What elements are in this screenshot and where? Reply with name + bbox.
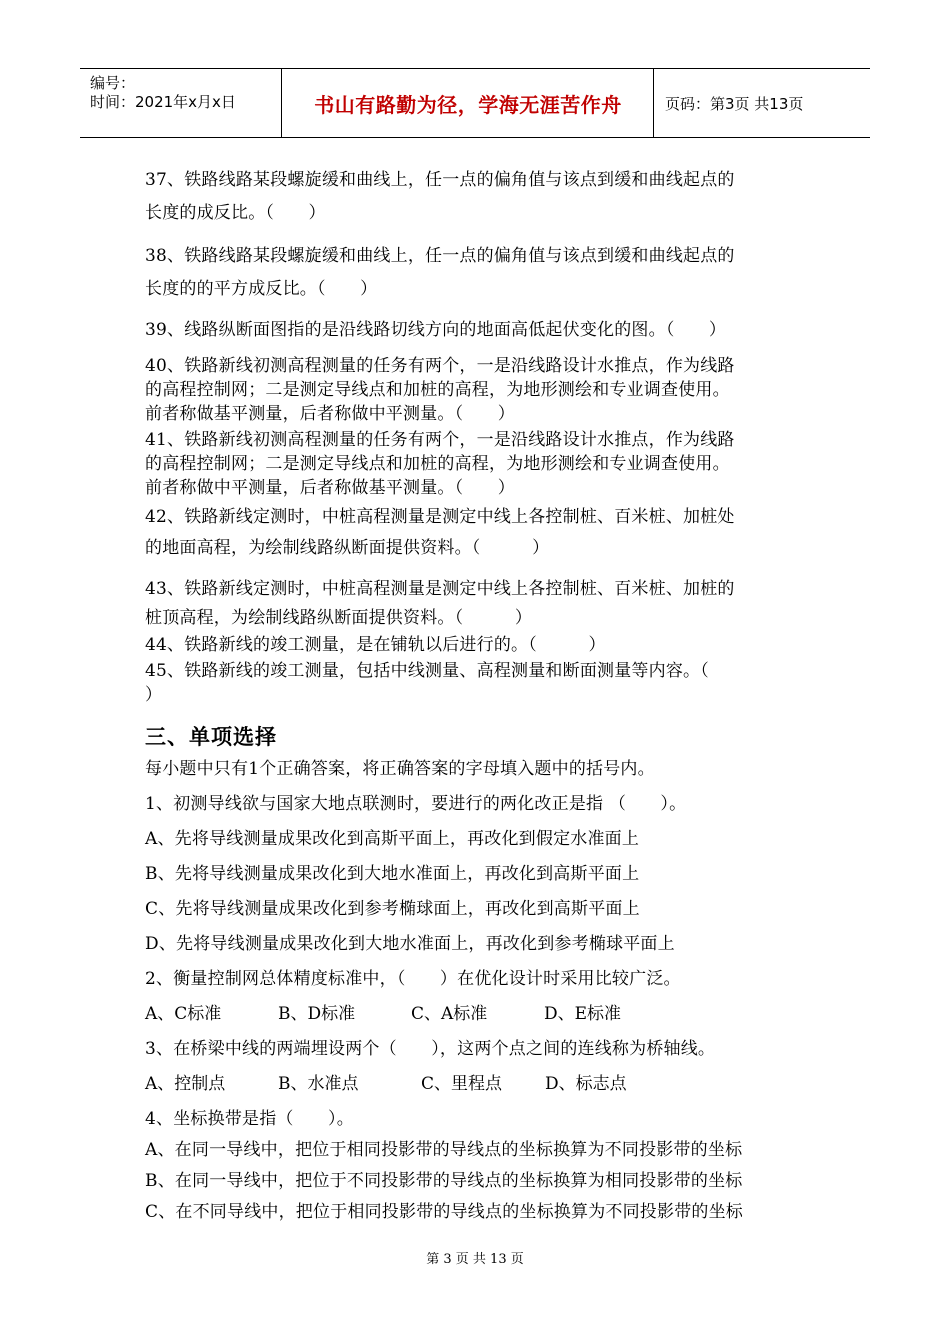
question-42 bbox=[145, 502, 810, 564]
mc-option: D、标志点 bbox=[545, 1074, 627, 1094]
mc-option: A、先将导线测量成果改化到高斯平面上，再改化到假定水准面上 bbox=[145, 829, 640, 849]
mc-option: D、先将导线测量成果改化到大地水准面上，再改化到参考椭球平面上 bbox=[145, 934, 675, 954]
mc-question-4: 4、坐标换带是指（ ）。 bbox=[145, 1109, 354, 1129]
question-line: 的地面高程，为绘制线路纵断面提供资料。（ ） bbox=[145, 538, 550, 558]
section-title: 三、单项选择 bbox=[145, 725, 277, 749]
question-line: 前者称做基平测量，后者称做中平测量。（ ） bbox=[145, 404, 515, 424]
question-line: ） bbox=[145, 685, 163, 705]
document-body bbox=[145, 160, 810, 1231]
question-45 bbox=[145, 659, 810, 707]
mc-question-1: 1、初测导线欲与国家大地点联测时，要进行的两化改正是指 （ ）。 bbox=[145, 794, 687, 814]
question-line: 的高程控制网；二是测定导线点和加桩的高程，为地形测绘和专业调查使用。 bbox=[145, 454, 730, 474]
mc-option: C、里程点 bbox=[421, 1074, 503, 1094]
mc-option: C、在不同导线中，把位于相同投影带的导线点的坐标换算为不同投影带的坐标 bbox=[145, 1202, 744, 1222]
question-37 bbox=[145, 164, 810, 230]
question-line: 前者称做中平测量，后者称做基平测量。（ ） bbox=[145, 478, 515, 498]
mc-option: B、D标准 bbox=[278, 1004, 356, 1024]
question-line: 41、铁路新线初测高程测量的任务有两个，一是沿线路设计水推点，作为线路 bbox=[145, 430, 735, 450]
question-line: 44、铁路新线的竣工测量，是在铺轨以后进行的。（ ） bbox=[145, 635, 606, 655]
header-meta bbox=[80, 69, 282, 137]
mc-options-row bbox=[145, 1072, 810, 1096]
question-line: 长度的成反比。（ ） bbox=[145, 203, 326, 223]
document-date: 时间：2021年x月x日 bbox=[90, 93, 236, 111]
mc-option: C、A标准 bbox=[411, 1004, 488, 1024]
mc-option: B、在同一导线中，把位于不同投影带的导线点的坐标换算为相同投影带的坐标 bbox=[145, 1171, 743, 1191]
mc-option: A、C标准 bbox=[145, 1004, 222, 1024]
mc-option: B、水准点 bbox=[278, 1074, 359, 1094]
question-43 bbox=[145, 574, 810, 631]
question-line: 43、铁路新线定测时，中桩高程测量是测定中线上各控制桩、百米桩、加桩的 bbox=[145, 579, 735, 599]
question-line: 桩顶高程，为绘制线路纵断面提供资料。（ ） bbox=[145, 608, 533, 628]
question-40 bbox=[145, 354, 810, 426]
page-footer: 第 3 页 共 13 页 bbox=[426, 1252, 524, 1267]
question-line: 的高程控制网；二是测定导线点和加桩的高程，为地形测绘和专业调查使用。 bbox=[145, 380, 730, 400]
question-line: 37、铁路线路某段螺旋缓和曲线上，任一点的偏角值与该点到缓和曲线起点的 bbox=[145, 170, 735, 190]
header-motto-cell bbox=[283, 69, 654, 137]
mc-option: A、控制点 bbox=[145, 1074, 226, 1094]
mc-option: D、E标准 bbox=[544, 1004, 622, 1024]
question-44 bbox=[145, 633, 810, 657]
mc-option: C、先将导线测量成果改化到参考椭球面上，再改化到高斯平面上 bbox=[145, 899, 640, 919]
question-line: 42、铁路新线定测时，中桩高程测量是测定中线上各控制桩、百米桩、加桩处 bbox=[145, 507, 735, 527]
question-38 bbox=[145, 240, 810, 306]
header-page-info: 页码：第3页 共13页 bbox=[665, 94, 804, 113]
header-motto: 书山有路勤为径，学海无涯苦作舟 bbox=[314, 92, 622, 117]
section-instruction: 每小题中只有1个正确答案，将正确答案的字母填入题中的括号内。 bbox=[145, 759, 655, 779]
question-41 bbox=[145, 428, 810, 500]
page-header bbox=[80, 68, 870, 138]
question-39 bbox=[145, 316, 810, 344]
mc-question-2: 2、衡量控制网总体精度标准中，（ ）在优化设计时采用比较广泛。 bbox=[145, 969, 681, 989]
question-line: 40、铁路新线初测高程测量的任务有两个，一是沿线路设计水推点，作为线路 bbox=[145, 356, 735, 376]
question-line: 38、铁路线路某段螺旋缓和曲线上，任一点的偏角值与该点到缓和曲线起点的 bbox=[145, 246, 735, 266]
mc-option: A、在同一导线中，把位于相同投影带的导线点的坐标换算为不同投影带的坐标 bbox=[145, 1140, 743, 1160]
mc-question-3: 3、在桥梁中线的两端埋设两个（ ），这两个点之间的连线称为桥轴线。 bbox=[145, 1039, 716, 1059]
question-line: 长度的的平方成反比。（ ） bbox=[145, 279, 378, 299]
question-line: 39、线路纵断面图指的是沿线路切线方向的地面高低起伏变化的图。（ ） bbox=[145, 320, 727, 340]
document-number-label: 编号： bbox=[90, 74, 136, 92]
mc-options-row bbox=[145, 1002, 810, 1026]
question-line: 45、铁路新线的竣工测量，包括中线测量、高程测量和断面测量等内容。（ bbox=[145, 661, 709, 681]
mc-option: B、先将导线测量成果改化到大地水准面上，再改化到高斯平面上 bbox=[145, 864, 640, 884]
